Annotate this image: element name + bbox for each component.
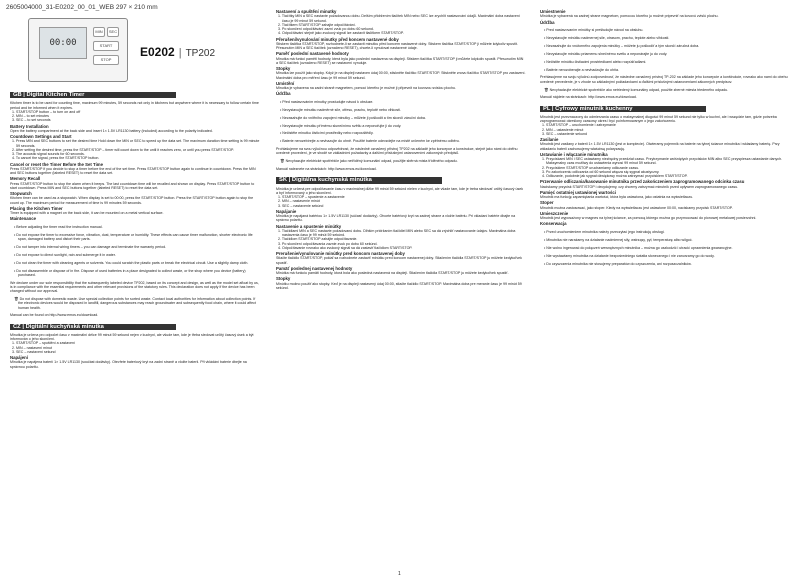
sk-udrzba-heading: Údržba xyxy=(540,19,555,25)
start-stop-button-icon: START xyxy=(93,41,119,51)
model-title: E0202 | TP202 xyxy=(140,45,216,59)
cz-memory-text: Minutka má funkci paměti hodnoty, která byla jako poslední nastavena na displeji. Stiskem tlačítka START/STOP ji můžete kdykoliv spustit. Přesunutím MIN a SEC tlačítek (označeno RESET) se nastavení vynuluje. xyxy=(276,56,524,65)
gb-placing-text: Timer is equipped with a magnet on the back side, it can be mounted on a metal vertical surface. xyxy=(10,211,164,215)
gb-cancel-text: Press START/STOP if you decide to stop a timer before the end of the set time. Press START/STOP button again to continue in countdown. Press the MIN and SEC buttons together (labeled RESET) to reset the data set. xyxy=(10,166,256,175)
sk-setting-heading: Nastavenie a spustenie minútky xyxy=(276,223,342,229)
sk-udrzba-item: • Nevystavujte minútku priamemu slnečnému svetlu a neponárajte ju do vody. xyxy=(544,51,668,56)
cz-udrzba-item: • Nezasahujte do vnitřního zapojení minutky – můžete ji poškodit a tím skončí záruční doba. xyxy=(280,115,426,120)
pl-stoper-text: Minutnik można zastosować, jako stoper. Kiedy na wyświetlaczu jest ustawione 00:00, naciskamy przycisk START/STOP. xyxy=(540,205,733,210)
gb-countdown-heading: Countdown Settings and Start xyxy=(10,134,72,139)
gb-maint-item: • Do not clean the timer with cleaning agents or solvents. You could scratch the plastic parts or break the electrical circuit. Use a slightly damp cloth. xyxy=(14,260,249,265)
cz-manual-link: Manuál naleznete na stránkách: http://www.emos.eu/download. xyxy=(276,167,377,172)
gb-intro: Kitchen timer is to be used for counting time, maximum 99 minutes, 59 seconds not only in kitchens but anywhere where it is necessary to follow certain time period and be informed when it expires. xyxy=(10,101,259,110)
sk-button-3: 3. SEC – nastavenie sekúnd xyxy=(278,203,324,208)
pl-setting-heading: Ustawianie i włączanie minutnika xyxy=(540,151,608,157)
sk-intro: Minútka je určená pre odpočítavanie času v maximálnej dĺžke 99 minút 59 sekúnd nielen v kuchyni, ale všade tam, kde je treba sledovať určitý časový úsek a byť informovaný o jeho skončení. xyxy=(276,186,524,195)
sk-umiestnenie-text: Minútka je vybavená na zadnej strane magnetom, pomocou ktorého ju možné pripevniť na kovovú zvislú plochu. xyxy=(540,14,719,19)
page-number: 1 xyxy=(398,571,401,577)
cz-setting-step: 1. Tlačítky MIN a SEC nastavte požadovanou dobu. Delším přidržením tlačítek MIN nebo SEC lze zrychlit nastavování údajů. Maximální doba nastavení času je 99 minut 59 sekund. xyxy=(278,14,520,23)
cz-battery-text: Minutka je napájena baterií 1× 1.5V LR1130 (součást dodávky). Otevřete bateriový kryt na zadní straně a vložte baterii. Při vkládání baterie dbejte na správnou polaritu. xyxy=(10,360,247,369)
sk-setting-step: 1. Tlačidlami MIN a SEC nastavte požadovanú dobu. Dlhším pridržaním tlačidiel MIN alebo SEC sa dá zrýchliť nastavovanie údajov. Maximálna doba nastavenia času je 99 minút 59 sekúnd. xyxy=(278,228,516,238)
cz-declaration: Prohlašujeme na svou výlučnou odpovědnost, že následně označený přístroj TP202 na základě jeho koncepce a konstrukce, stejně jako námi do oběhu uvedené provedení, je ve shodě se základními požadavky a dalšími příslušnými ustanoveními zákonných předpisů. xyxy=(276,147,518,156)
gb-maint-item: • Before adjusting the timer read the instruction manual. xyxy=(14,225,103,230)
gb-countdown-step: 4. To cancel the signal, press the START/STOP button. xyxy=(12,156,100,161)
sk-interrupt-heading: Prerušenie/vynulovanie minútky pred koncom nastavenej doby xyxy=(276,251,405,257)
sk-waste-note: 🗑 Nevyhadzujte elektrické spotrebiče ako netriedený komunálny odpad, použite zberné miesta triedeného odpadu. xyxy=(544,87,729,92)
sk-setting-step: 3. Po skončení odpočítavania zaznie zvuk po dobu 60 sekúnd. xyxy=(278,241,378,246)
gb-placing-heading: Placing the Kitchen Timer xyxy=(10,205,63,211)
gb-manual-link: Manual can be found on http://www.emos.eu/download. xyxy=(10,313,99,318)
pl-intro: Minutnik jest przeznaczony do odmierzania czasu o maksymalnej długości 99 minut 59 sekund nie tylko w kuchni, ale i wszędzie tam, gdzie potrzeba zaprogramować określony czasowy okres i być poinformowanym o jego zakończeniu. xyxy=(540,114,777,124)
gb-waste-note: 🗑 Do not dispose with domestic waste. Use special collection points for sorted waste. Contact local authorities for information about collection points. If the electronic devices would be disposed in landfill, dangerous substances may reach groundwater and subsequently food chain, where it could affect human health. xyxy=(14,297,256,310)
pl-button-3: 3. SEC – ustawienie sekund xyxy=(542,131,587,136)
cz-intro: Minutka je určena pro odpočet času v maximální délce 99 minut 59 sekund nejen v kuchyni, ale všude tam, kde je třeba sledovat určitý časový úsek a být informován o jeho skončení. xyxy=(10,332,254,342)
sk-interrupt-text: Stlačte tlačidlo START/STOP, pokiaľ sa rozhodnete zastaviť minútku pred koncom nastavenej doby. Stlačením tlačidla START/STOP ju môžete kedykoľvek spustiť. xyxy=(276,256,522,265)
gb-stopwatch-text: Kitchen timer can be used as a stopwatch. When display is set to 00:00, press the START/STOP button. Press the START/STOP button again to stop the count up. The maximum period for measurement of time is 99 minutes 59 seconds. xyxy=(10,196,254,205)
sk-button-2: 2. MIN – nastavenie minút xyxy=(278,199,320,204)
gb-countdown-step: 1. Press MIN and SEC buttons to set the desired time Hold down the MIN or SEC to speed up the data set. The maximum duration time setting is 99 minute 59 seconds. xyxy=(12,139,260,148)
pl-setting-step: 2. Przyciskiem START/STOP uruchamiamy odliczanie czasu. xyxy=(542,165,640,170)
gb-memory-heading: Memory Recall xyxy=(10,176,41,182)
waste-bin-icon: 🗑 xyxy=(280,159,286,164)
gb-countdown-step: 2. After setting the desired time, press the START/STOP – timer will count down to the until it reaches zero, or until you press START/STOP. xyxy=(12,147,234,152)
pl-section-title: PL | Cyfrowy minutnik kuchenny xyxy=(540,106,706,112)
cz-memory-heading: Paměť poslední nastavené hodnoty xyxy=(276,51,349,57)
sk-section-title: SK | Digitálna kuchynská minútka xyxy=(276,177,442,183)
cz-setting-heading: Nastavení a spuštění minutky xyxy=(276,9,337,14)
gb-stopwatch-heading: Stopwatch xyxy=(10,191,32,196)
cz-button-2: 2. MIN – nastavení minut xyxy=(12,345,52,350)
pl-konserwacja-item: • Minutnika nie narażamy na działanie nadmiernej siły, wstrząsy, pył, temperaturę albo wilgoć. xyxy=(544,238,693,243)
cz-udrzba-item: • Nevystavujte minutku nadměrné síle, otřesu, prachu, teplotě nebo vlhkosti. xyxy=(280,107,401,112)
cz-udrzba-item: • Nečistěte minutku čisticími prostředky nebo rozpouštědly. xyxy=(280,131,374,136)
sec-button-icon: SEC xyxy=(107,27,119,37)
pl-button-1: 1. START/STOP – uruchomienie i zatrzymanie xyxy=(542,123,616,128)
pl-umieszczenie-text: Minutnik jest wyposażony w magnes na tylnej ściance, za pomocą którego można go przymocować do pionowej metalowej powierzchni. xyxy=(540,216,757,221)
doc-header: 2605004000_31-E0202_00_01_WEB 297 × 210 mm xyxy=(6,4,158,11)
cz-waste-note: 🗑 Nevyhazujte elektrické spotřebiče jako netříděný komunální odpad, použijte sběrná místa tříděného odpadu. xyxy=(280,159,458,164)
min-button-icon: MIN xyxy=(93,27,105,37)
gb-maint-item: • Do not tamper into internal wiring timers – you can damage and terminate the warranty period. xyxy=(14,245,167,250)
cz-udrzba-item: • Před nastavováním minutky prostudujte návod k obsluze. xyxy=(280,100,374,105)
pl-battery-text: Minutnik jest zasilany z baterii 1× 1.5V LR1130 (jest w komplecie). Otwieramy pojemnik na baterie na tylnej ściance minutnika i wkładamy baterię. Przy wkładaniu baterii zachowujemy właściwą polaryzację. xyxy=(540,142,780,151)
cz-setting-step: 4. Odpočítávání stejně jako zvukový signál lze zastavit tlačítkem START/STOP. xyxy=(278,31,404,36)
pl-setting-step: 4. Odliczanie, podobnie jak sygnał dźwiękowy można zatrzymać przyciskiem START/STOP. xyxy=(542,174,688,179)
gb-button-1: 1. START/STOP button – to turn on and off xyxy=(12,109,81,114)
pl-button-2: 2. MIN – ustawienie minut xyxy=(542,127,584,132)
pl-memory-heading: Pamięć ostatniej ustawionej wartości xyxy=(540,189,616,195)
sk-battery-text: Minútka je napájaná batériou 1× 1.5V LR1130 (súčasť dodávky). Otvorte batériový kryt na zadnej strane a vložte batériu. Pri vkladaní batérie dbajte na správnu polaritu. xyxy=(276,214,516,223)
gb-battery-heading: Battery Installation xyxy=(10,123,49,129)
cz-interrupt-heading: Přerušení/vynulování minutky před koncem nastavené doby xyxy=(276,36,399,42)
gb-maint-item: • Do not expose to direct sunlight, rain and submerge it in water. xyxy=(14,252,116,257)
gb-button-3: 3. SEC – to set seconds xyxy=(12,118,51,123)
gb-declaration: We declare under our sole responsibility that the subsequently labeled device TP202, based on its concept and design, as well as the model set afloat by us, is in compliance with the essential requirements and other relevant provisions of the statutory rules. This declaration does not apply if the device has been changed without our approval. xyxy=(10,280,259,294)
sk-battery-heading: Napájanie xyxy=(276,208,297,214)
cz-button-1: 1. START/STOP – spuštění a zastavení xyxy=(12,341,76,346)
waste-bin-icon: 🗑 xyxy=(544,87,550,92)
pl-konserwacja-item: • Przed uruchomieniem minutnika należy przeczytać jego instrukcję obsługi. xyxy=(544,230,665,235)
gb-countdown-step: 3. The acoustic signal sounds for 60 seconds. xyxy=(12,152,85,156)
cz-battery-heading: Napájení xyxy=(10,355,28,361)
cz-umisteni-heading: Umístění xyxy=(276,80,295,86)
pl-konserwacja-heading: Konserwacja xyxy=(540,221,567,227)
sk-setting-step: 4. Odpočítavanie rovnako ako zvukový signál sa dá zastaviť tlačidlom START/STOP. xyxy=(278,245,413,250)
sk-stopky-text: Minútku možno použiť ako stopky. Keď je na displeji nastavený údaj 00:00, stlačte tlačidlo START/STOP. Maximálna doba pre meranie času je 99 minút 59 sekúnd. xyxy=(276,281,522,290)
gb-battery-text: Open the battery compartment at the back side and insert 1× 1.5V LR1130 battery (included) according to the polarity indicated. xyxy=(10,128,213,133)
sk-udrzba-item: • Nevystavujte minútku nadmernej sile, otrasom, prachu, teplote alebo vlhkosti. xyxy=(544,36,670,41)
timer-display: 00:00 xyxy=(39,27,87,59)
pl-interrupt-heading: Przerwanie odliczania/kasowanie minutnika przed zakończeniem zaprogramowanego odcinka czasu xyxy=(540,179,745,185)
cz-udrzba-heading: Údržba xyxy=(276,91,291,97)
cz-section-title: CZ | Digitální kuchyňská minutka xyxy=(10,324,176,330)
pl-battery-heading: Zasilanie xyxy=(540,137,559,143)
cz-umisteni-text: Minutka je vybavena na zadní straně magnetem, pomocí kterého je možné ji připevnit na kovovou svislou plochu. xyxy=(276,86,456,90)
stop-label-icon: STOP xyxy=(93,55,119,65)
sk-stopky-heading: Stopky xyxy=(276,276,291,282)
pl-memory-text: Minutnik ma funkcję zapamiętania wartości, która była ustawiona, jako ostatnia na wyświetlaczu. xyxy=(540,195,694,200)
column-2 xyxy=(276,8,526,290)
cz-button-3: 3. SEC – nastavení sekund xyxy=(12,349,56,354)
cz-stopky-heading: Stopky xyxy=(276,66,291,71)
pl-setting-step: 3. Po zakończeniu odliczania od 60 sekund włącza się sygnał akustyczny. xyxy=(542,169,660,174)
sk-memory-text: Minútka má funkciu pamäti hodnoty, ktorá bola ako posledná nastavená na displeji. Stlačením tlačidla START/STOP ju môžete kedykoľvek spustiť. xyxy=(276,271,509,276)
sk-button-1: 1. START/STOP – spustenie a zastavenie xyxy=(278,195,345,200)
waste-bin-icon: 🗑 xyxy=(14,297,20,301)
gb-maintenance-heading: Maintenance xyxy=(10,216,37,222)
gb-section-title: GB | Digital Kitchen Timer xyxy=(10,92,176,98)
pl-setting-step: 1. Przyciskami MIN i SEC ustawiamy niezbędny przedział czasu. Przytrzymanie wciśniętych przycisków MIN albo SEC przyspiesza ustawianie danych. Maksymalny czas możliwy do ustawienia wynosi 99 minut 59 sekund. xyxy=(542,157,783,166)
pl-umieszczenie-heading: Umieszczenie xyxy=(540,210,569,216)
column-3 xyxy=(540,8,790,269)
gb-button-2: 2. MIN – to set minutes xyxy=(12,114,49,118)
gb-maint-item: • Do not expose the timer to excessive force, vibration, dust, temperature or humidity. These effects can cause timer malfunction, shorter electronic life span, damaged battery and distort their parts. xyxy=(14,232,253,242)
cz-udrzba-item: • Nevystavujte minutku přímému slunečnímu světlu a neponořujte ji do vody. xyxy=(280,123,402,128)
timer-device-image xyxy=(28,18,128,82)
column-1 xyxy=(10,14,260,369)
gb-memory-text: Press START/STOP button to stop the alarm when it beeps. The last countdown time will be recalled and shown on display. Press START/STOP button to start countdown. Press MIN and SEC buttons together (labeled RESET) to reset the data set. xyxy=(10,181,255,190)
pl-konserwacja-item: • Do czyszczenia minutnika nie stosujemy preparatów do czyszczenia, ani rozpuszczalników. xyxy=(544,261,692,266)
device-illustration xyxy=(10,14,260,86)
pl-konserwacja-item: • Nie wystawiamy minutnika na działanie bezpośredniego światła słonecznego i nie zanurzamy go do wody. xyxy=(544,253,715,258)
cz-setting-step: 2. Tlačítkem START/STOP zahajte odpočítávání. xyxy=(278,22,356,27)
cz-setting-step: 3. Po skončení odpočítávání zazní zvuk po dobu 60 sekund. xyxy=(278,27,374,31)
sk-udrzba-item: • Nečistite minútku čistiacimi prostriedkami alebo rozpúšťadlami. xyxy=(544,59,647,64)
sk-setting-step: 2. Tlačidlom START/STOP zahájte odpočítavanie. xyxy=(278,237,358,242)
cz-udrzba-item: • Baterie nerozebírejte a nevhazujte do ohně. Použité baterie odevzdejte na místě určeném ke zpětnému odběru. xyxy=(280,139,460,144)
gb-cancel-heading: Cancel or reset the Timer Before the Set Time xyxy=(10,161,103,167)
sk-manual-link: Manuál nájdete na stránkach: http://www.emos.eu/download. xyxy=(540,95,637,100)
pl-interrupt-text: Naciskamy przycisk START/STOP i decydujemy, czy chcemy zatrzymać minutnik przed upływem zaprogramowanego czasu. xyxy=(540,184,739,189)
sk-umiestnenie-heading: Umiestnenie xyxy=(540,9,566,14)
cz-stopky-text: Minutka lze použít jako stopky. Když je na displeji nastaven údaj 00:00, stiskněte tlačítko START/STOP. Stiskněte znovu tlačítko START/STOP pro zastavení. Maximální doba pro měření času je 99 minut 59 sekund. xyxy=(276,71,526,80)
gb-maint-item: • Do not disassemble or dispose of in fire. Dispose of used batteries in a place designated to collect waste, or the shop where you device (battery) purchased. xyxy=(14,268,246,277)
sk-udrzba-item: • Pred nastavovaním minútky si preštudujte návod na obsluhu. xyxy=(544,28,644,33)
pl-konserwacja-item: • Nie wolno ingerować do połączeń wewnętrznych minutnika – można go uszkodzić i utracić uprawnienia gwarancyjne. xyxy=(544,245,733,250)
sk-declaration: Prehlasujeme na svoju výlučnú zodpovednosť, že následne označený prístroj TP-202 na základe jeho koncepcie a konštrukcie, rovnako ako nami do obehu uvedené prevedenie, je v zhode so základnými požiadavkami a ďalšími príslušnými ustanoveniami zákonných predpisov. xyxy=(540,75,788,84)
cz-interrupt-text: Stiskem tlačítka START/STOP, rozhodnete-li se zastavit minutku před koncem nastavené doby. Stiskem tlačítka START/STOP ji můžete kdykoliv spustit. Přesunutím MIN a SEC tlačítek (označeno RESET), chcete-li vynulovat nastavené údaje. xyxy=(276,41,518,50)
sk-memory-heading: Pamäť poslednej nastavenej hodnoty xyxy=(276,265,353,271)
sk-udrzba-item: • Batérie nerozoberajte a nevhadzujte do ohňa. xyxy=(544,67,619,72)
sk-udrzba-item: • Nezasahujte do vnútorného zapojenia minútky – môžete ju poškodiť a tým skončí záručná doba. xyxy=(544,44,700,49)
pl-stoper-heading: Stoper xyxy=(540,200,554,206)
